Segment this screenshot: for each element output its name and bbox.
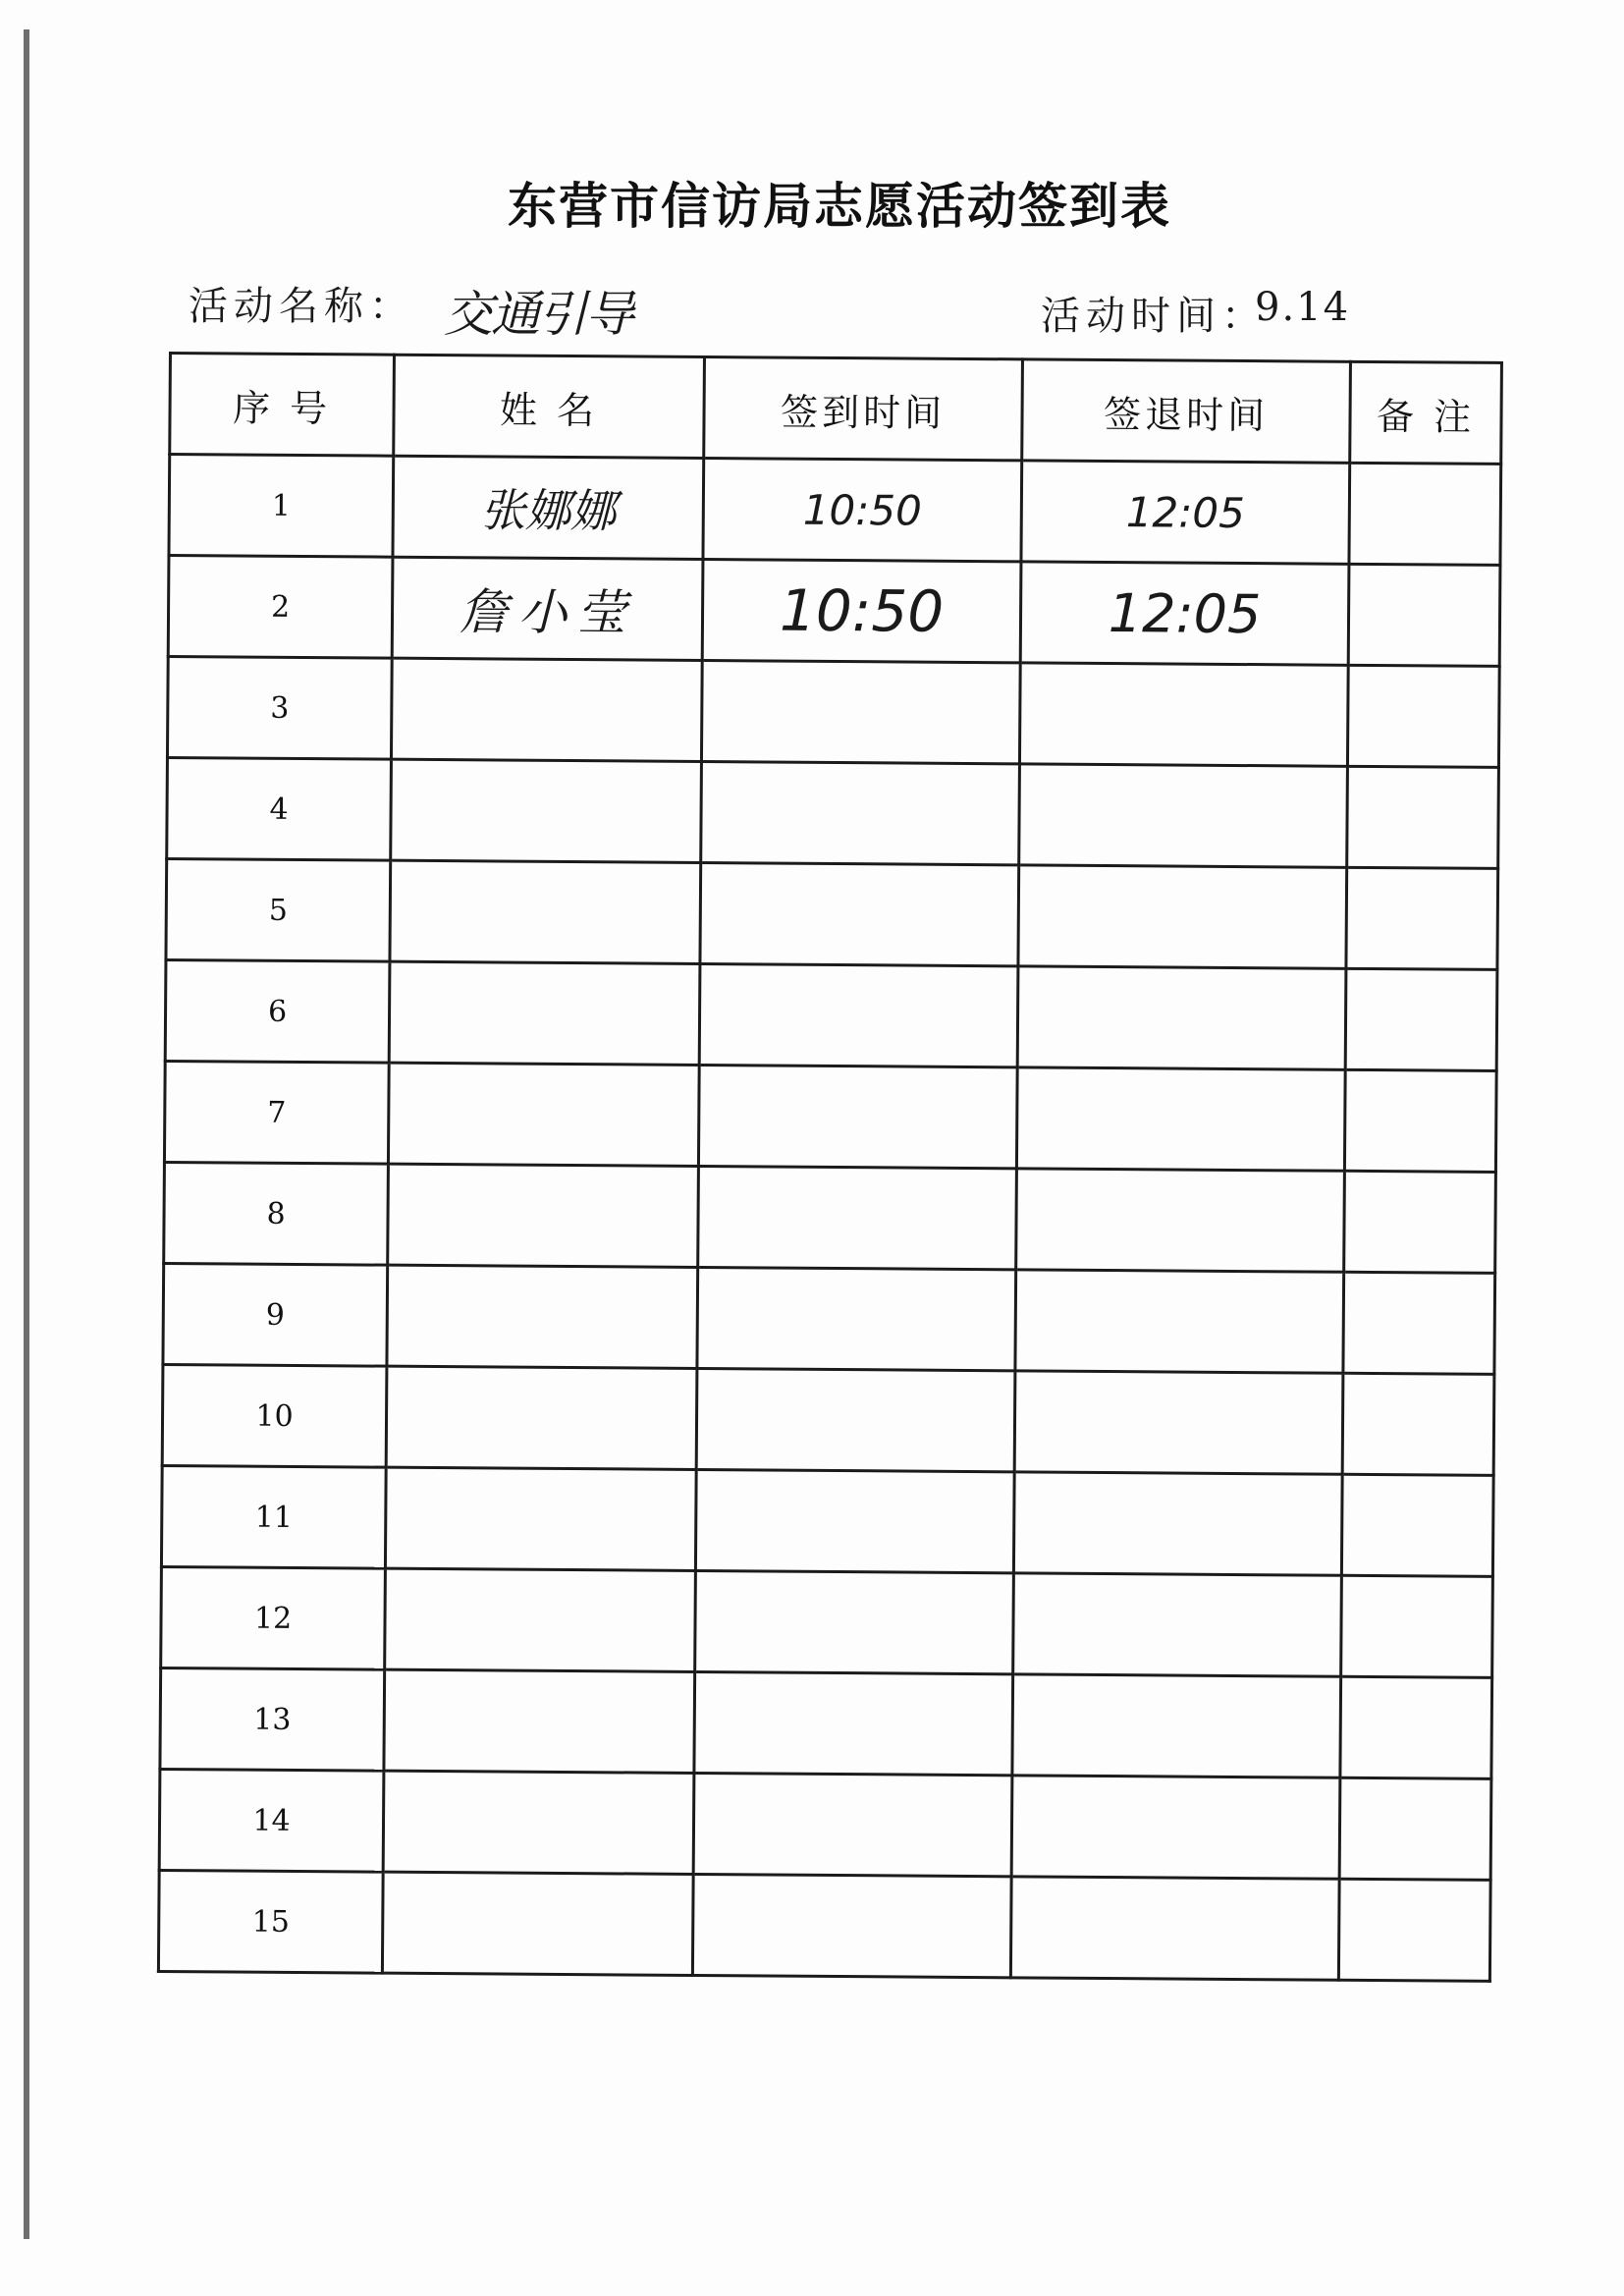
table-row (161, 1465, 1493, 1576)
table-row (161, 1566, 1493, 1677)
row-remark (1349, 463, 1501, 565)
header-name: 姓 名 (394, 355, 705, 458)
row-seq: 7 (164, 1061, 389, 1164)
row-sign-in-cell (693, 1773, 1012, 1876)
table-row (160, 1667, 1492, 1778)
row-seq: 6 (165, 959, 390, 1063)
row-name: 詹小莹 (459, 583, 636, 642)
table-row (166, 858, 1498, 969)
row-sign-in-cell (697, 1267, 1016, 1370)
row-sign-out-cell (1021, 461, 1350, 564)
sign-in-table (157, 352, 1503, 1983)
row-seq: 14 (159, 1769, 384, 1872)
row-seq: 1 (169, 455, 394, 558)
row-remark (1342, 1373, 1494, 1475)
row-sign-out-cell (1019, 663, 1348, 766)
row-sign-out-cell (1018, 865, 1347, 968)
row-seq: 13 (160, 1667, 385, 1771)
row-remark (1340, 1676, 1492, 1778)
row-sign-out-cell (1010, 1877, 1339, 1980)
row-sign-in-cell (695, 1469, 1014, 1572)
activity-time-value: 9.14 (1255, 285, 1351, 330)
row-name-cell (383, 1771, 694, 1874)
table-header-row (170, 354, 1502, 465)
row-name: 张娜娜 (480, 483, 617, 538)
table-row (168, 556, 1500, 667)
row-sign-out: 12:05 (1108, 581, 1262, 645)
row-name-cell (387, 1265, 698, 1368)
row-name-cell (390, 860, 701, 963)
table-row (167, 657, 1499, 768)
row-name-cell (391, 658, 702, 761)
row-seq: 3 (167, 657, 392, 760)
activity-name-label: 活动名称： (189, 284, 414, 329)
row-seq: 2 (168, 556, 393, 659)
row-sign-in-cell (701, 761, 1020, 864)
row-sign-out-cell (1014, 1371, 1343, 1474)
table-row (165, 959, 1497, 1070)
scan-edge-shadow (24, 29, 29, 2239)
row-remark (1339, 1777, 1491, 1880)
row-remark (1341, 1474, 1493, 1576)
row-sign-in-cell (696, 1368, 1015, 1471)
row-sign-in-cell (692, 1874, 1011, 1977)
row-name-cell (388, 1063, 699, 1166)
row-remark (1346, 867, 1498, 969)
table-row (167, 757, 1499, 868)
row-sign-in-cell (699, 963, 1018, 1066)
header-seq: 序 号 (170, 354, 395, 457)
row-sign-out-cell (1016, 1169, 1345, 1272)
row-remark (1343, 1272, 1495, 1374)
row-sign-in-cell (701, 660, 1020, 763)
row-seq: 8 (164, 1162, 389, 1265)
row-name-cell (386, 1366, 697, 1469)
row-remark (1344, 1171, 1496, 1273)
row-seq: 10 (162, 1364, 387, 1467)
row-name-cell (384, 1669, 695, 1773)
table-row (162, 1364, 1494, 1475)
row-sign-out-cell (1011, 1776, 1340, 1879)
row-seq: 11 (161, 1465, 386, 1568)
row-sign-out-cell (1016, 1067, 1345, 1171)
row-name-cell (382, 1872, 693, 1975)
row-sign-out-cell (1020, 562, 1349, 665)
page-title: 东营市信访局志愿活动签到表 (508, 178, 1171, 235)
row-remark (1341, 1575, 1493, 1677)
row-sign-out: 12:05 (1125, 487, 1246, 537)
row-sign-out-cell (1012, 1674, 1341, 1777)
row-sign-out-cell (1013, 1573, 1342, 1676)
row-name-cell (393, 456, 704, 559)
row-remark (1347, 665, 1499, 767)
row-sign-in-cell (698, 1166, 1017, 1269)
row-name-cell (385, 1467, 696, 1570)
row-name-cell (391, 759, 702, 862)
row-sign-in-cell (702, 559, 1021, 662)
row-remark (1338, 1879, 1490, 1981)
row-remark (1345, 968, 1497, 1070)
activity-name-value: 交通引导 (444, 286, 632, 343)
table-row (158, 1870, 1490, 1981)
table-row (169, 455, 1501, 566)
table-row (164, 1162, 1496, 1273)
row-sign-in-cell (698, 1065, 1017, 1168)
table-row (164, 1061, 1496, 1172)
table-row (159, 1769, 1491, 1880)
table-row (163, 1263, 1495, 1374)
row-sign-in-cell (703, 458, 1022, 561)
row-seq: 12 (161, 1566, 386, 1669)
row-remark (1344, 1069, 1496, 1172)
row-sign-in: 10:50 (802, 485, 923, 535)
row-seq: 15 (158, 1870, 383, 1973)
row-name-cell (392, 557, 703, 660)
header-sign-out: 签退时间 (1022, 359, 1351, 463)
row-sign-out-cell (1019, 764, 1348, 867)
row-sign-out-cell (1013, 1472, 1342, 1575)
row-seq: 9 (163, 1263, 388, 1366)
row-sign-out-cell (1017, 966, 1346, 1069)
row-name-cell (389, 961, 700, 1065)
header-remark: 备 注 (1350, 361, 1502, 464)
row-name-cell (388, 1164, 699, 1267)
row-remark (1347, 766, 1499, 868)
row-seq: 4 (167, 757, 392, 860)
activity-time-label: 活动时间： (1041, 294, 1267, 339)
row-sign-in-cell (694, 1671, 1013, 1775)
row-sign-in-cell (700, 862, 1019, 965)
header-sign-in: 签到时间 (704, 356, 1023, 460)
row-seq: 5 (166, 858, 391, 961)
row-name-cell (385, 1568, 696, 1671)
row-sign-in-cell (695, 1570, 1014, 1673)
row-sign-in: 10:50 (779, 576, 945, 645)
row-sign-out-cell (1015, 1270, 1344, 1373)
row-remark (1348, 564, 1500, 666)
